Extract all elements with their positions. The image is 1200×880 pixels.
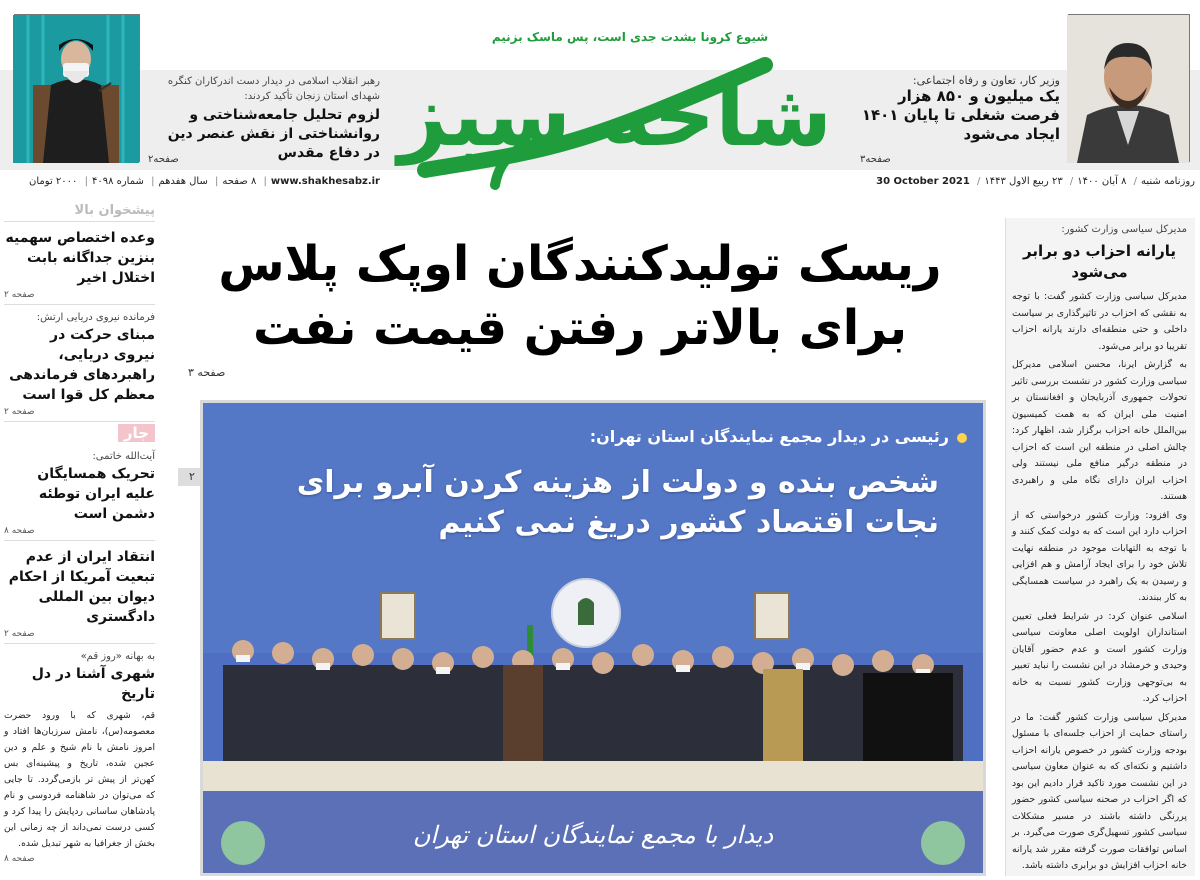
teaser-minister-kicker: وزیر کار، تعاون و رفاه اجتماعی: [912,74,1060,87]
photo-kicker [590,427,967,446]
website-link[interactable]: www.shakhesabz.ir [270,176,380,187]
volume-year: سال هفدهم [158,176,208,187]
solar-date: ۸ آبان ۱۴۰۰ [1077,176,1127,187]
main-headline-line1: ریسک تولیدکنندگان اوپک پلاس [218,236,942,292]
photo-page-number: ۲ [178,468,206,486]
photo-kicker-text: رئیسی در دیدار مجمع نمایندگان استان تهران: [589,427,949,446]
list-item[interactable] [4,444,155,541]
lead-photo[interactable] [200,400,986,876]
left-column [0,200,165,880]
date-bar: روزنامه شنبه/ ۸ آبان ۱۴۰۰/ ۲۳ ربیع الاول ۱۴۴۳/ 30 October 2021 [876,176,1195,187]
page-count: ۸ صفحه [222,176,257,187]
main-headline[interactable] [175,232,985,360]
left-story-headline[interactable]: انتقاد ایران از عدم تبعیت آمریکا از احکام دیوان بین المللی دادگستری [8,549,155,625]
list-item[interactable] [4,305,155,422]
logo-text: شاخه سبز [397,66,833,166]
right-article-paragraph: وی افزود: وزارت کشور درخواستی که از احزاب دارد این است که به دولت کمک کنند و با توجه به التهابات موجود در منطقه نهایت تلاش خود را برای ایجاد آرامش و هم افزایی و رسیدن به یک راهبرد در سیاست همسایگی به کار ببندند. [1012,509,1187,603]
right-article-paragraph: به گزارش ایرنا، محسن اسلامی مدیرکل سیاسی وزارت کشور در نشست بررسی تاثیر تحولات جمهوری آذربایجان و افغانستان بر امنیت ملی ایران که به همت کمیسیون بین‌الملل خانه احزاب برگزار شد، اظهار کرد: چالش اصلی در منطقه این است که احزاب در منطقه درگیر منافع ملی نیستند ولی احزاب ایران دارای نگاه ملی و راهبردی هستند. [1012,359,1187,502]
list-item[interactable] [4,541,155,644]
issue-number: شماره ۴۰۹۸ [91,176,144,187]
left-story-page: صفحه ۲ [4,629,35,639]
right-article-body [1012,289,1187,875]
teaser-leader-kicker: رهبر انقلاب اسلامی در دیدار دست اندرکاران کنگره شهدای استان زنجان تأکید کردند: [167,76,380,102]
right-article-kicker: مدیرکل سیاسی وزارت کشور: [1061,224,1187,235]
feature-kicker: به بهانه‌ «روز قم» [80,651,155,662]
list-item[interactable] [4,222,155,305]
gregorian-date: 30 October 2021 [876,176,970,187]
right-article-paragraph: مدیرکل سیاسی وزارت کشور گفت: ما در راستای حمایت از احزاب جلسه‌ای با مسئول بودجه وزارت کشور در خصوص یارانه احزاب داشتیم و نکته‌ای که به عنوان معاون سیاسی در این نشست مورد تاکید قرار دادیم این بود که اگر احزاب در صحنه سیاسی کشور حضور پررنگی داشته باشند در مسیر مشکلات سیاسی کشور تسهیل‌گری صورت می‌گیرد. بر اساس توافقات صورت گرفته مقرر شد یارانه خانه احزاب افزایش دو برابری داشته باشد. [1012,711,1187,871]
left-story-page: صفحه ۲ [4,290,35,300]
masthead [0,0,1200,200]
main-headline-line2: برای بالاتر رفتن قیمت نفت [252,300,908,356]
left-story-headline[interactable]: مبنای حرکت در نیروی دریایی، راهبردهای فرماندهی معظم کل قوا است [9,327,155,403]
teaser-minister-page: صفحه۳ [860,154,891,165]
feature-page: صفحه ۸ [4,854,35,864]
photo-banner-text: دیدار با مجمع نمایندگان استان تهران [412,821,774,849]
teaser-leader-page: صفحه۲ [148,154,179,165]
ad-tag: جار [118,424,155,442]
teaser-leader[interactable] [148,74,380,163]
feature-story[interactable] [4,644,155,868]
right-article-paragraph: اسلامی عنوان کرد: در شرایط فعلی تعیین استانداران اولویت اصلی معاونت سیاسی وزارت کشور است و عدم حضور آقایان وحیدی و خرمشاد در این نشست را نباید تعبیر به بی‌توجهی وزارت کشور نسبت به خانه احزاب کرد. [1012,610,1187,704]
feature-body: قم، شهری که با ورود حضرت معصومه(س)، نامش سرزبان‌ها افتاد و امروز نامش با نام شیخ و علم و دین عجین شده، تاریخ و پیشینه‌ای بس کهن‌تر از پیش تر بازمی‌گردد. تا جایی که می‌توان در شاهنامه فردوسی و نام پادشاهان ساسانی ردپایش را پیدا کرد و کسی درست نمی‌داند از چه زمانی این بخش از جغرافیا به شهر تبدیل شده. [4,710,155,849]
slogan: شیوع کرونا بشدت جدی است، پس ماسک بزنیم [491,30,769,44]
left-story-headline[interactable]: وعده اختصاص سهمیه بنزین جداگانه بابت اختلال اخیر [5,230,155,286]
newspaper-logo[interactable] [397,45,833,205]
teaser-minister[interactable] [860,74,1060,165]
main-headline-page: صفحه ۳ [188,366,226,379]
leader-photo[interactable] [14,14,140,162]
teaser-leader-headline[interactable]: لزوم تحلیل جامعه‌شناختی و روانشناختی از نقش عنصر دین در دفاع مقدس [167,107,380,161]
left-story-page: صفحه ۸ [4,526,35,536]
lunar-date: ۲۳ ربیع الاول ۱۴۴۳ [984,176,1063,187]
price: ۲۰۰۰ تومان [29,176,78,187]
teaser-minister-headline[interactable]: یک میلیون و ۸۵۰ هزار فرصت شغلی تا پایان ۱۴۰۱ ایجاد می‌شود [861,87,1060,143]
left-story-kicker: فرمانده نیروی دریایی ارتش: [36,312,155,323]
left-story-kicker: آیت‌الله خاتمی: [92,451,155,462]
minister-photo[interactable] [1068,14,1190,162]
paper-day: روزنامه شنبه [1141,176,1195,187]
feature-headline[interactable]: شهری آشنا در دل تاریخ [31,666,155,702]
left-story-headline[interactable]: تحریک همسایگان علیه ایران توطئه دشمن است [37,466,155,522]
left-column-tag: پیشخوان بالا [4,200,155,222]
bullet-icon [957,433,967,443]
right-article-headline[interactable]: یارانه احزاب دو برابر می‌شود [1022,242,1177,281]
right-column-article[interactable] [1005,218,1195,876]
left-story-page: صفحه ۲ [4,407,35,417]
photo-headline[interactable]: شخص بنده و دولت از هزینه کردن آبرو برای نجات اقتصاد کشور دریغ نمی کنیم [296,465,939,540]
right-article-paragraph: مدیرکل سیاسی وزارت کشور گفت: با توجه به نقشی که احزاب در تاثیرگذاری بر سیاست داخلی و حتی منطقه‌ای دارند یارانه احزاب تقریبا دو برابر می‌شود. [1012,291,1187,352]
issue-info-bar: www.shakhesabz.ir| ۸ صفحه| سال هفدهم| شماره ۴۰۹۸| ۲۰۰۰ تومان [29,176,380,187]
